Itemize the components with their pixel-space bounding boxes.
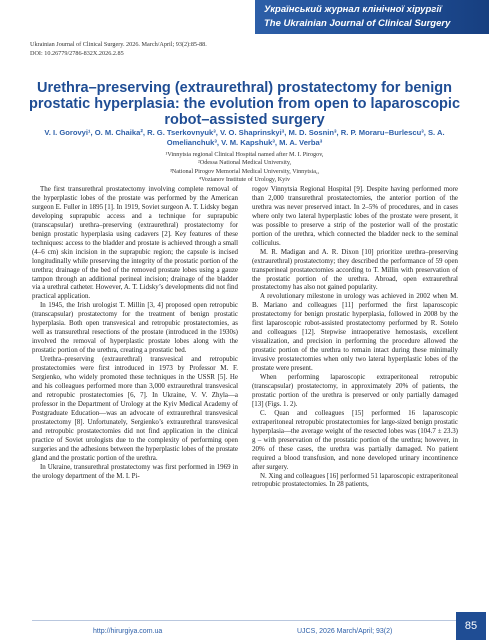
paragraph: N. Xing and colleagues [16] performed 51 laparoscopic extraperitoneal retropubic prostatectomies. In 28 patients, [252,471,458,489]
affiliation-1: ¹Vinnytsia regional Clinical Hospital named after M. I. Pirogov, [165,151,324,158]
page-number: 85 [456,612,486,640]
paragraph: A revolutionary milestone in urology was achieved in 2002 when M. B. Mariano and colleagues [11] performed the first laparoscopic prostatectomy for benign prostatic hyperplasia, followed in 2008 by the first laparoscopic robot-assisted prostatectomy performed by R. Sotelo and colleagues [12]. Stepwise intraoperative hemostasis, excellent visualization, and precision in performing the procedure allowed the prostatic portion of the urethra to remain intact during these minimally invasive prostatectomies when only two lateral hyperplastic lobes of the prostate were present. [252,292,458,373]
body-column-left [32,185,238,480]
journal-title-ua: Український журнал клінічної хірургії [264,4,442,15]
journal-url-link[interactable]: http://hirurgiya.com.ua [93,628,163,635]
footer-citation: UJCS, 2026 March/April; 93(2) [297,628,393,635]
paragraph: When performing laparoscopic extraperitoneal retropubic (transcapsular) prostatectomy, in approximately 20% of patients, the prostatic portion of the urethra is preserved or only partially damaged [13] (Figs. 1. 2). [252,373,458,408]
article-authors: V. I. Gorovyi¹, O. M. Chaika², R. G. Tserkovnyuk³, V. O. Shaprinskyi³, M. D. Sosnin³, R. P. Moraru–Burlescu³, S. A. Omelianchuk³, V. M. Kapshuk³, M. A. Verba³ [44,128,445,147]
paragraph: In 1945, the Irish urologist T. Millin [3, 4] proposed open retropubic (transcapsular) prostatectomy for the treatment of benign prostatic hyperplasia. Both open transvesical and retropubic prostatectomies, as well as transurethral resections of the prostate (introduced in the 1930s) involved the removal of hyperplastic prostate lobes along with the prostatic portion of the urethra, creating a prostatic bed. [32,301,238,355]
footer-divider [32,620,456,621]
affiliations [20,151,469,185]
paragraph: The first transurethral prostatectomy involving complete removal of the hyperplastic lobes of the prostate was performed by the American surgeon E. Fuller in 1895 [1]. In 1919, Soviet surgeon A. T. Lidsky began developing suprapubic access and a technique for suprapubic (transcapsular) urethra–preserving (extraurethral) prostatectomy for benign prostatic hyperplasia using cadavers [2]. Key features of these techniques: access to the bladder and prostate is achieved through a small (4–6 cm) skin incision in the suprapubic region; the capsule is incised longitudinally while preserving the integrity of the prostatic portion of the urethra; drainage of the bed of the removed prostate lobes using a gauze tampon through an additional perineal incision; drainage of the bladder via a urethral catheter. However, A. T. Lidsky’s developments did not find practical application. [32,185,238,301]
article-title: Urethra–preserving (extraurethral) prostatectomy for benign prostatic hyperplasia: the evolution from open to laparoscopic robot–assisted surgery [28,80,461,128]
paragraph: In Ukraine, transurethral prostatectomy was first performed in 1969 in the urology department of the M. I. Pi- [32,462,238,480]
paragraph: C. Quan and colleagues [15] performed 16 laparoscopic extraperitoneal retropubic prostatectomies for large-sized benign prostatic hyperplasia—the average weight of the resected lobes was (104.7 ± 23.3) g – with preservation of the prostatic portion of the urethra; however, in 20% of these cases, the urethra was partially damaged. No patient required a blood transfusion, and none developed urinary incontinence after surgery. [252,408,458,471]
affiliation-4: ⁴Vozianov Institute of Urology, Kyiv [198,176,291,184]
affiliation-2: ²Odessa National Medical University, [197,159,292,167]
paragraph: rogov Vinnytsia Regional Hospital [9]. Despite having performed more than 2,000 transurethral prostatectomies, the anterior portion of the urethra was never preserved intact. In 2–5% of procedures, and in cases where only two lateral hyperplastic lobes of the prostate were present, it was possible to preserve a strip of the posterior wall of the prostatic portion of the urethra, which connected the bladder neck to the seminal colliculus. [252,185,458,247]
citation-block [30,40,207,58]
journal-banner [255,0,489,34]
citation-line: Ukrainian Journal of Clinical Surgery. 2026. March/April; 93(2):85-88. [30,41,207,48]
journal-title-en: The Ukrainian Journal of Clinical Surgery [264,18,451,29]
paragraph: Urethra–preserving (extraurethral) transvesical and retropubic prostatectomies were first introduced in 1973 by Professor M. F. Sergienko, who widely promoted these techniques in the USSR [5]. He and his colleagues performed more than 3,000 extraurethral transvesical and retropubic prostatectomies [6, 7]. In Ukraine, V. V. Zhyla—a professor in the Department of Urology at the Kyiv Medical Academy of Postgraduate Education—was an advocate of extraurethral transvesical prostatectomy [8]. Unfortunately, Sergienko’s extraurethral transvesical and retropubic prostatectomies did not find application in the clinical practice of Soviet urologists due to the complexity of performing open surgeries and the adhesions between the hyperplastic lobes of the prostate gland and the prostatic portion of the urethra. [32,355,238,462]
doi-line: DOI: 10.26779/2786-832X.2026.2.85 [30,50,124,57]
paragraph: M. R. Madigan and A. R. Dixon [10] prioritize urethra–preserving (extraurethral) prostatectomy; they described the performance of 59 open transperineal prostatectomies according to T. Millin with preservation of the prostatic portion of the urethra. Abroad, open extraurethral prostatectomy has also not gained popularity. [252,247,458,292]
body-column-right [252,185,458,489]
affiliation-3: ³National Pirogov Memorial Medical University, Vinnytsia,, [169,167,320,175]
